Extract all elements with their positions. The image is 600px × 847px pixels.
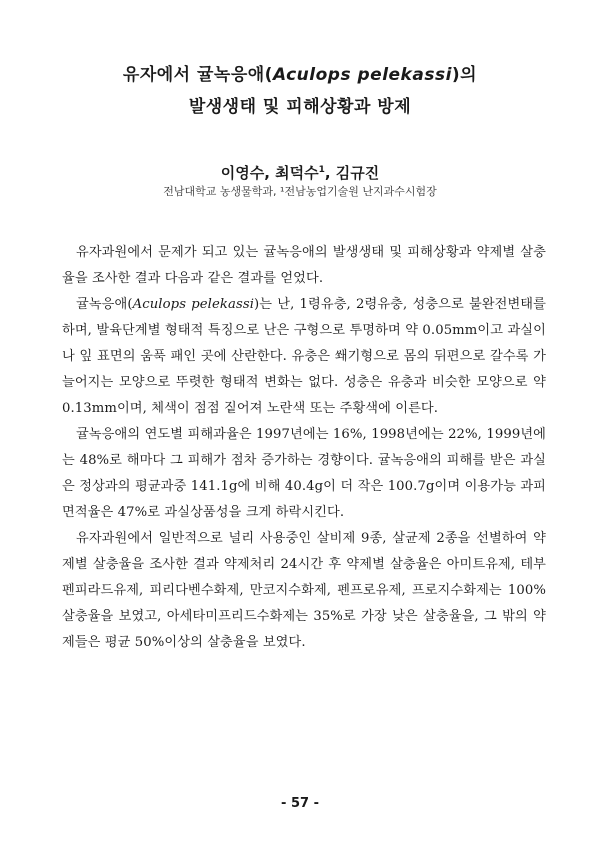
title-prefix: 유자에서 귤녹응애( bbox=[122, 65, 273, 85]
paragraph-2-lead: 귤녹응애( bbox=[76, 297, 133, 312]
paragraph-2 bbox=[62, 292, 546, 422]
title-suffix: )의 bbox=[451, 65, 478, 85]
affiliation: 전남대학교 농생물학과, ¹전남농업기술원 난지과수시험장 bbox=[163, 185, 437, 198]
paragraph-2-rest: )는 난, 1령유충, 2령유충, 성충으로 불완전변태를 하며, 발육단계별 형태적 특징으로 난은 구형으로 투명하며 약 0.05mm이고 과실이나 잎 표면의 움푹 패인 곳에 산란한다. 유충은 쐐기형으로 몸의 뒤편으로 갈수록 가늘어지는 모양으로 뚜렷한 형태적 변화는 없다. 성충은 유충과 비슷한 모양으로 약 0.13mm이며, 체색이 점점 짙어져 노란색 또는 주황색에 이른다. bbox=[62, 297, 546, 416]
author-separator: , bbox=[264, 164, 276, 182]
title-scientific-name: Aculops pelekassi bbox=[272, 65, 452, 85]
paragraph-4: 유자과원에서 일반적으로 널리 사용중인 살비제 9종, 살균제 2종을 선별하여 약제별 살충율을 조사한 결과 약제처리 24시간 후 약제별 살충율은 아미트유제, 테부펜피라드유제, 피리다벤수화제, 만코지수화제, 펜프로유제, 프로지수화제는 100% 살충율을 보였고, 아세타미프리드수화제는 35%로 가장 낮은 살충율을, 그 밖의 약제들은 평균 50%이상의 살충율을 보였다. bbox=[62, 531, 546, 650]
affiliation-mark: 1 bbox=[318, 165, 325, 175]
paragraph-1: 유자과원에서 문제가 되고 있는 귤녹응애의 발생생태 및 피해상황과 약제별 살충율을 조사한 결과 다음과 같은 결과를 얻었다. bbox=[62, 245, 546, 286]
author-list bbox=[0, 162, 600, 183]
author-1: 이영수 bbox=[220, 164, 265, 182]
page-number: - 57 - bbox=[281, 796, 319, 811]
scientific-name: Aculops pelekassi bbox=[132, 297, 255, 312]
author-2: 최덕수 bbox=[275, 164, 319, 182]
title-line-2: 발생생태 및 피해상황과 방제 bbox=[188, 97, 412, 117]
title-line-1 bbox=[0, 60, 600, 85]
author-3: 김규진 bbox=[335, 164, 380, 182]
abstract-body bbox=[62, 240, 546, 656]
author-separator: , bbox=[324, 164, 336, 182]
paragraph-3: 귤녹응애의 연도별 피해과율은 1997년에는 16%, 1998년에는 22%, 1999년에는 48%로 해마다 그 피해가 점차 증가하는 경향이다. 귤녹응애의 피해를 받은 과실은 정상과의 평균과중 141.1g에 비해 40.4g이 더 작은 100.7g이며 이용가능 과피면적율은 47%로 과실상품성을 크게 하락시킨다. bbox=[62, 427, 546, 520]
